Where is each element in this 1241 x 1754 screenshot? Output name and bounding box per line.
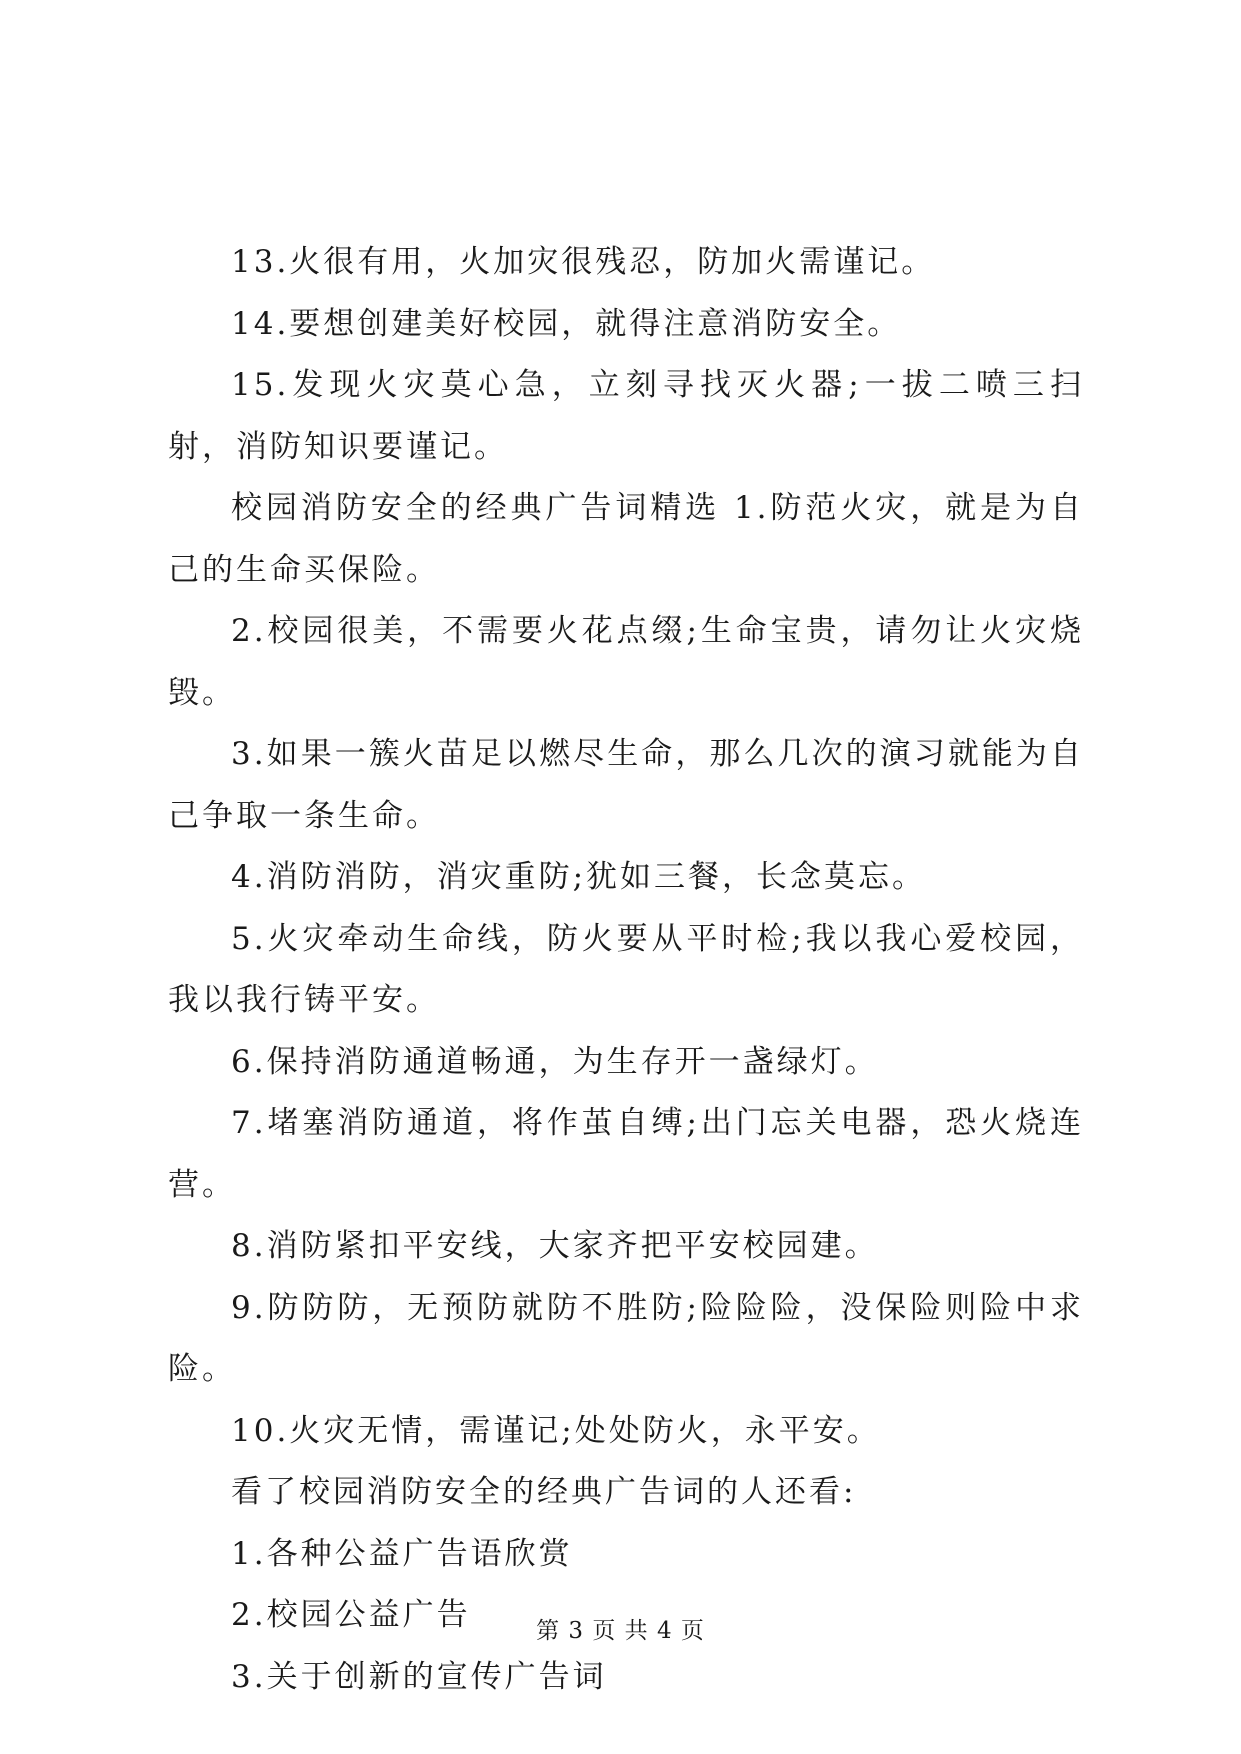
document-body xyxy=(168,232,1084,1708)
paragraph: 2.校园公益广告 xyxy=(231,1597,471,1633)
paragraph: 校园消防安全的经典广告词精选 1.防范火灾，就是为自己的生命买保险。 xyxy=(168,490,1084,588)
paragraph: 10.火灾无情，需谨记;处处防火，永平安。 xyxy=(231,1412,881,1449)
paragraph: 5.火灾牵动生命线，防火要从平时检;我以我心爱校园，我以我行铸平安。 xyxy=(168,920,1084,1018)
paragraph: 6.保持消防通道畅通，为生存开一盏绿灯。 xyxy=(231,1043,879,1080)
paragraph: 15.发现火灾莫心急，立刻寻找灭火器;一拔二喷三扫射，消防知识要谨记。 xyxy=(168,367,1084,465)
paragraph: 14.要想创建美好校园，就得注意消防安全。 xyxy=(231,305,902,342)
paragraph: 看了校园消防安全的经典广告词的人还看: xyxy=(231,1474,857,1510)
paragraph: 8.消防紧扣平安线，大家齐把平安校园建。 xyxy=(231,1228,879,1264)
paragraph: 9.防防防，无预防就防不胜防;险险险，没保险则险中求险。 xyxy=(168,1289,1084,1387)
paragraph: 2.校园很美，不需要火花点缀;生命宝贵，请勿让火灾烧毁。 xyxy=(168,613,1084,711)
paragraph: 3.如果一簇火苗足以燃尽生命，那么几次的演习就能为自己争取一条生命。 xyxy=(168,736,1084,834)
paragraph: 3.关于创新的宣传广告词 xyxy=(231,1658,607,1695)
paragraph: 13.火很有用，火加灾很残忍，防加火需谨记。 xyxy=(231,244,936,280)
paragraph: 7.堵塞消防通道，将作茧自缚;出门忘关电器，恐火烧连营。 xyxy=(168,1105,1084,1203)
paragraph: 1.各种公益广告语欣赏 xyxy=(231,1535,573,1572)
paragraph: 4.消防消防，消灾重防;犹如三餐，长念莫忘。 xyxy=(231,859,927,895)
page-number-footer: 第 3 页 共 4 页 xyxy=(536,1618,705,1644)
